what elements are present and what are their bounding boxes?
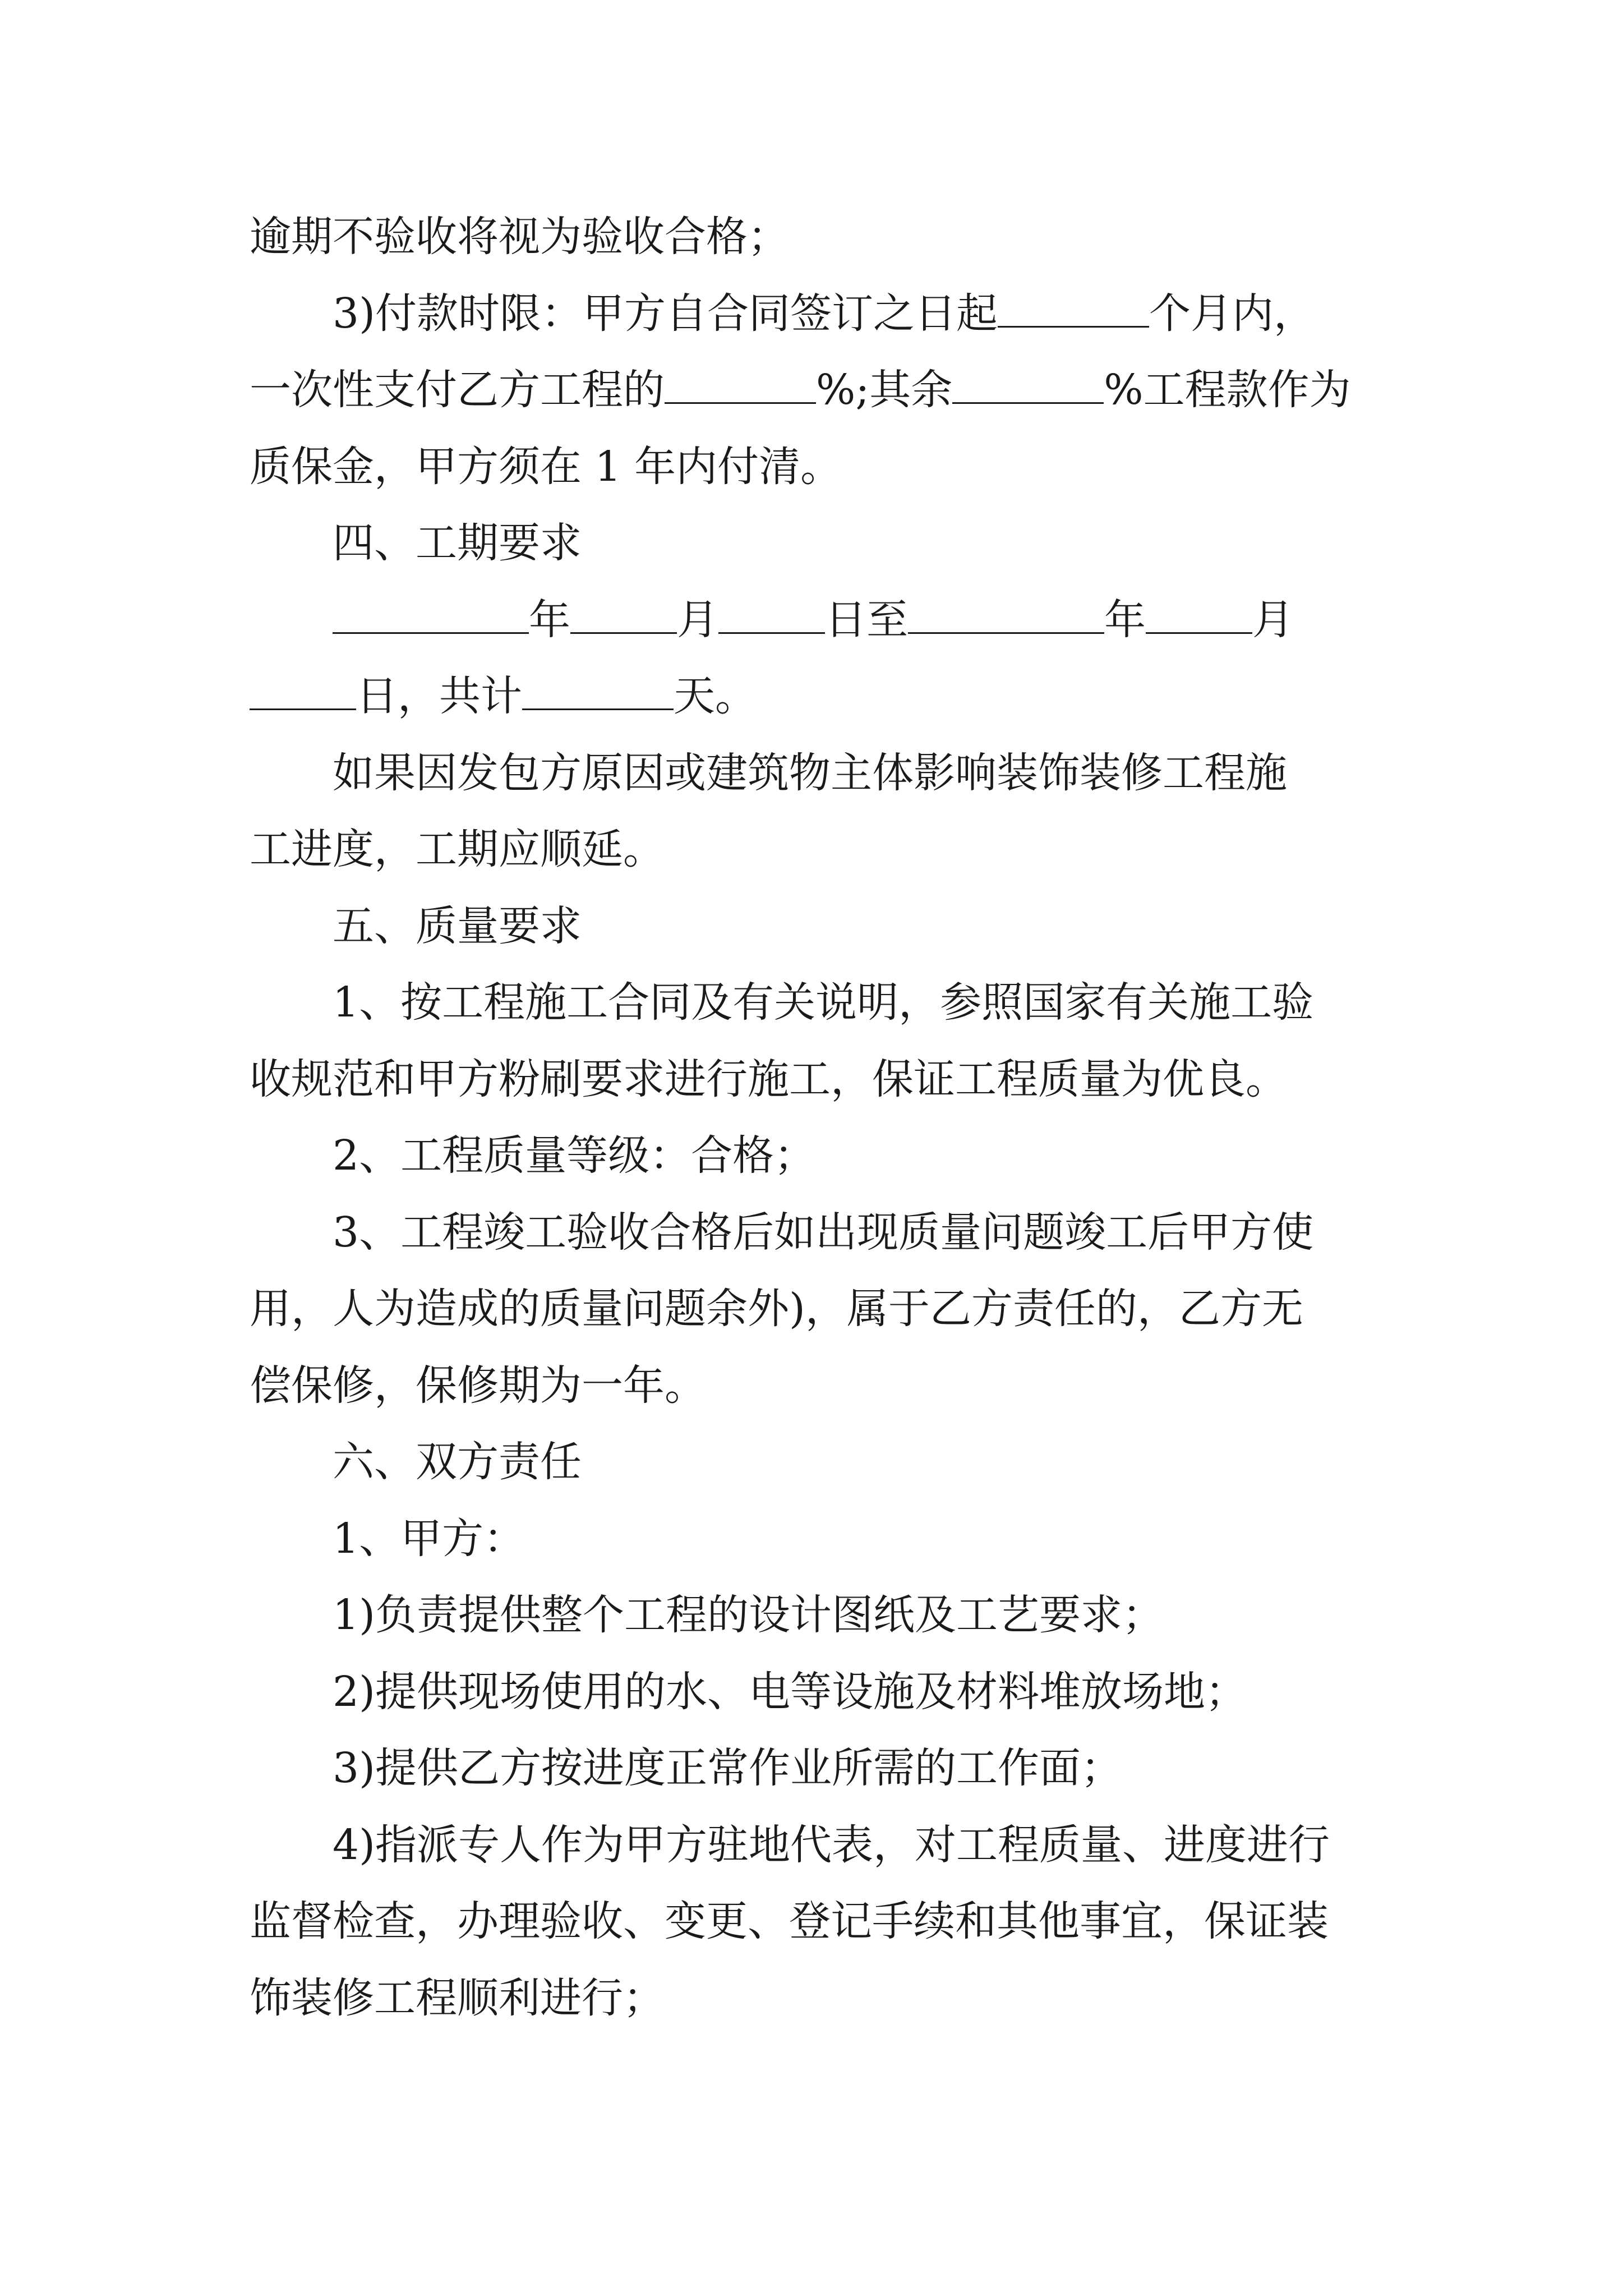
text: %工程款作为 <box>1104 366 1351 414</box>
text: 月 <box>677 596 718 644</box>
fill-blank <box>522 669 674 710</box>
paragraph-line <box>250 1817 1330 1873</box>
paragraph-line <box>250 1204 1313 1260</box>
text: 质保金，甲方须在 1 年内付清。 <box>250 443 842 491</box>
fill-blank <box>998 287 1149 328</box>
text: 1)负责提供整个工程的设计图纸及工艺要求； <box>333 1591 1164 1639</box>
fill-blank <box>570 593 677 634</box>
paragraph-line <box>250 1128 815 1184</box>
paragraph-line <box>250 1358 706 1414</box>
fill-blank <box>952 363 1104 404</box>
text: 1、甲方： <box>333 1515 525 1563</box>
paragraph-line <box>250 362 1351 418</box>
text: 日至 <box>825 596 908 644</box>
paragraph-line <box>250 1664 1247 1720</box>
section-heading <box>250 1434 582 1490</box>
paragraph-line <box>250 592 1294 648</box>
text: 饰装修工程顺利进行； <box>250 1974 665 2022</box>
paragraph-line <box>250 974 1313 1030</box>
text: 1、按工程施工合同及有关说明，参照国家有关施工验 <box>333 978 1314 1027</box>
fill-blank <box>250 669 356 710</box>
paragraph-line <box>250 1051 1287 1107</box>
fill-blank <box>665 363 816 404</box>
paragraph-line <box>250 209 789 265</box>
text: 六、双方责任 <box>333 1438 582 1486</box>
paragraph-line <box>250 439 842 495</box>
paragraph-line <box>250 1281 1303 1337</box>
text: 4)指派专人作为甲方驻地代表，对工程质量、进度进行 <box>333 1821 1330 1869</box>
paragraph-line <box>250 1740 1122 1796</box>
text: 工进度，工期应顺延。 <box>250 825 665 873</box>
text: 个月内， <box>1149 289 1315 338</box>
paragraph-line <box>250 745 1287 801</box>
text: 如果因发包方原因或建筑物主体影响装饰装修工程施 <box>333 749 1287 797</box>
fill-blank <box>333 593 529 634</box>
text: 用，人为造成的质量问题余外)，属于乙方责任的，乙方无 <box>250 1285 1303 1333</box>
text: 逾期不验收将视为验收合格； <box>250 213 789 261</box>
paragraph-line <box>250 1970 665 2026</box>
fill-blank <box>1146 593 1252 634</box>
paragraph-line <box>250 668 757 724</box>
paragraph-line <box>250 1893 1329 1949</box>
text: 2、工程质量等级：合格； <box>333 1131 816 1180</box>
text: 日，共计 <box>356 672 522 720</box>
text: 一次性支付乙方工程的 <box>250 366 665 414</box>
section-heading <box>250 898 582 954</box>
text: 五、质量要求 <box>333 902 582 950</box>
text: 3)提供乙方按进度正常作业所需的工作面； <box>333 1744 1122 1792</box>
paragraph-line <box>250 1511 525 1567</box>
fill-blank <box>908 593 1104 634</box>
paragraph-line <box>250 1587 1164 1643</box>
text: 天。 <box>674 672 757 720</box>
text: 年 <box>529 596 570 644</box>
text: %;其余 <box>816 366 953 414</box>
text: 月 <box>1252 596 1294 644</box>
text: 2)提供现场使用的水、电等设施及材料堆放场地； <box>333 1668 1247 1716</box>
section-heading <box>250 515 582 571</box>
text: 收规范和甲方粉刷要求进行施工，保证工程质量为优良。 <box>250 1055 1287 1103</box>
text: 3、工程竣工验收合格后如出现质量问题竣工后甲方使 <box>333 1208 1314 1257</box>
text: 监督检查，办理验收、变更、登记手续和其他事宜，保证装 <box>250 1897 1329 1945</box>
text: 年 <box>1104 596 1146 644</box>
paragraph-line <box>250 286 1315 342</box>
paragraph-line <box>250 821 665 877</box>
fill-blank <box>718 593 825 634</box>
text: 3)付款时限：甲方自合同签订之日起 <box>333 289 998 338</box>
text: 偿保修，保修期为一年。 <box>250 1361 706 1410</box>
text: 四、工期要求 <box>333 519 582 567</box>
